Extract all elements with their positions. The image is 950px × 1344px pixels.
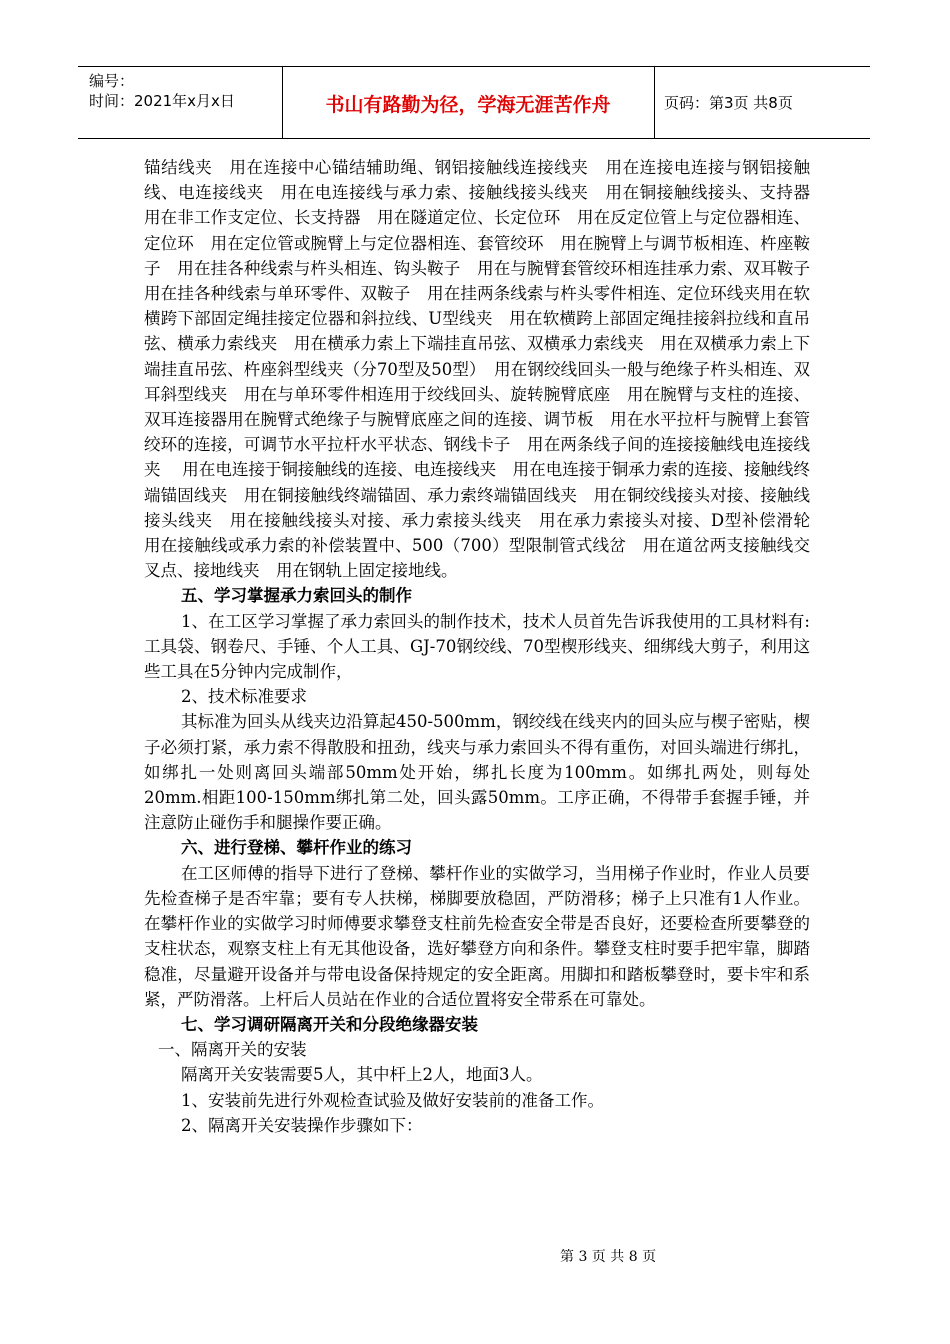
page-header	[78, 66, 870, 140]
section-heading: 六、进行登梯、攀杆作业的练习	[181, 838, 412, 858]
paragraph: 1、在工区学习掌握了承力索回头的制作技术，技术人员首先告诉我使用的工具材料有:工具袋、钢卷尺、手锤、个人工具、GJ-70钢绞线、70型楔形线夹、细绑线大剪子，利用这些工具在5分钟内完成制作，	[144, 611, 810, 682]
header-top-rule	[78, 66, 870, 67]
paragraph: 在工区师傅的指导下进行了登梯、攀杆作业的实做学习，当用梯子作业时，作业人员要先检查梯子是否牢靠；要有专人扶梯，梯脚要放稳固，严防滑移；梯子上只准有1人作业。在攀杆作业的实做学习时师傅要求攀登支柱前先检查安全带是否良好，还要检查所要攀登的支柱状态，观察支柱上有无其他设备，选好攀登方向和条件。攀登支柱时要手把牢靠，脚踏稳准，尽量避开设备并与带电设备保持规定的安全距离。用脚扣和踏板攀登时，要卡牢和系紧，严防滑落。上杆后人员站在作业的合适位置将安全带系在可靠处。	[144, 863, 810, 1009]
page-footer: 第 3 页 共 8 页	[560, 1249, 657, 1265]
paragraph: 2、隔离开关安装操作步骤如下：	[181, 1115, 423, 1135]
header-bottom-rule	[78, 138, 870, 139]
header-meta	[89, 71, 235, 111]
header-page-label: 页码：第3页 共8页	[664, 94, 793, 112]
paragraph: 锚结线夹 用在连接中心锚结辅助绳、钢铝接触线连接线夹 用在连接电连接与钢铝接触线、电连接线夹 用在电连接线与承力索、接触线接头线夹 用在铜接触线接头、支持器 用在非工作支定位、长支持器 用在隧道定位、长定位环 用在反定位管上与定位器相连、定位环 用在定位管或腕臂上与定位器相连、套管绞环 用在腕臂上与调节板相连、杵座鞍子 用在挂各种线索与杵头相连、钩头鞍子 用在与腕臂套管绞环相连挂承力索、双耳鞍子 用在挂各种线索与单环零件、双鞍子 用在挂两条线索与杵头零件相连、定位环线夹用在软横跨下部固定绳挂接定位器和斜拉线、U型线夹 用在软横跨上部固定绳挂接斜拉线和直吊弦、横承力索线夹 用在横承力索上下端挂直吊弦、双横承力索线夹 用在双横承力索上下端挂直吊弦、杵座斜型线夹（分70型及50型） 用在钢绞线回头一般与绝缘子杵头相连、双耳斜型线夹 用在与单环零件相连用于绞线回头、旋转腕臂底座 用在腕臂与支柱的连接、双耳连接器用在腕臂式绝缘子与腕臂底座之间的连接、调节板 用在水平拉杆与腕臂上套管绞环的连接，可调节水平拉杆水平状态、钢线卡子 用在两条线子间的连接接触线电连接线夹 用在电连接于铜接触线的连接、电连接线夹 用在电连接于铜承力索的连接、接触线终端锚固线夹 用在铜接触线终端锚固、承力索终端锚固线夹 用在铜绞线接头对接、接触线接头线夹 用在接触线接头对接、承力索接头线夹 用在承力索接头对接、D型补偿滑轮 用在接触线或承力索的补偿装置中、500（700）型限制管式线岔 用在道岔两支接触线交叉点、接地线夹 用在钢轨上固定接地线。	[144, 158, 827, 581]
section-heading: 七、学习调研隔离开关和分段绝缘器安装	[181, 1014, 478, 1034]
header-motto: 书山有路勤为径，学海无涯苦作舟	[325, 94, 611, 116]
time-label: 时间：2021年x月x日	[89, 92, 235, 110]
paragraph: 1、安装前先进行外观检查试验及做好安装前的准备工作。	[181, 1090, 604, 1110]
subsection-heading: 一、隔离开关的安装	[158, 1040, 307, 1060]
paragraph: 隔离开关安装需要5人，其中杆上2人，地面3人。	[181, 1065, 543, 1085]
document-body	[144, 155, 827, 1138]
header-divider	[654, 66, 655, 139]
paragraph: 其标准为回头从线夹边沿算起450-500mm，钢绞线在线夹内的回头应与楔子密贴，楔子必须打紧，承力索不得散股和扭劲，线夹与承力索回头不得有重伤，对回头端进行绑扎，如绑扎一处则离回头端部50mm处开始，绑扎长度为100mm。如绑扎两处，则每处20mm.相距100-150mm绑扎第二处，回头露50mm。工序正确，不得带手套握手锤，并注意防止碰伤手和腿操作要正确。	[144, 712, 810, 833]
number-label: 编号：	[89, 72, 135, 90]
section-heading: 五、学习掌握承力索回头的制作	[181, 586, 412, 606]
paragraph: 2、技术标准要求	[181, 687, 307, 707]
